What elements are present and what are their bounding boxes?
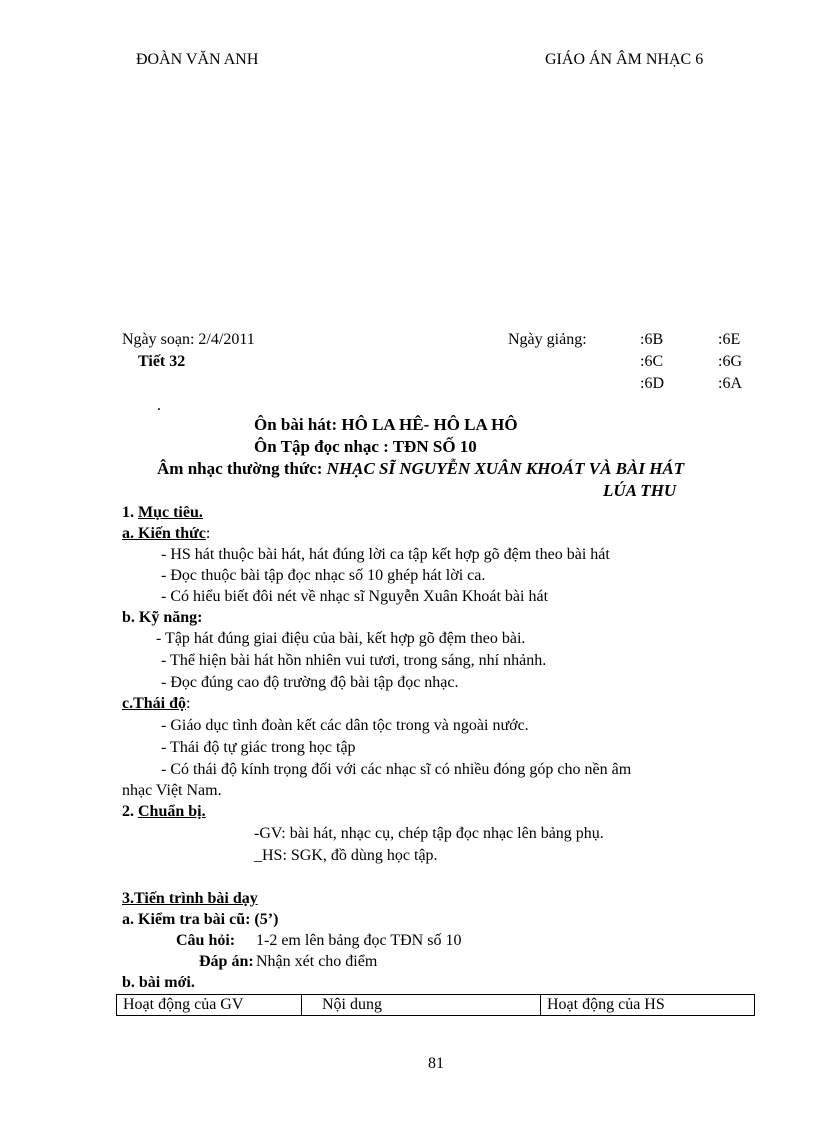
- attitude-item-3-wrap: nhạc Việt Nam.: [122, 782, 222, 799]
- reading-title: Ôn Tập đọc nhạc : TĐN SỐ 10: [254, 437, 477, 456]
- section-3-heading: 3.Tiến trình bài dạy: [122, 890, 258, 907]
- stray-dot: .: [157, 397, 161, 414]
- header-student-activity: Hoạt động của HS: [541, 995, 755, 1016]
- knowledge-item-1: - HS hát thuộc bài hát, hát đúng lời ca tập kết hợp gõ đệm theo bài hát: [161, 546, 610, 563]
- skills-heading: b. Kỹ năng:: [122, 609, 203, 626]
- music-topic-line2: LÚA THU: [603, 481, 677, 500]
- knowledge-heading: [122, 524, 210, 544]
- attitude-item-1: - Giáo dục tình đoàn kết các dân tộc trong và ngoài nước.: [161, 717, 529, 734]
- section-1-heading: [122, 503, 203, 523]
- section-2-number: 2.: [122, 803, 138, 820]
- section-2-heading: [122, 802, 206, 822]
- student-prep: _HS: SGK, đồ dùng học tập.: [254, 847, 438, 864]
- class-6c: :6C: [640, 353, 664, 370]
- period-number: Tiết 32: [138, 353, 186, 370]
- attitude-title: c.Thái độ: [122, 695, 187, 712]
- teacher-prep: -GV: bài hát, nhạc cụ, chép tập đọc nhạc lên bảng phụ.: [254, 825, 604, 842]
- prep-date: Ngày soạn: 2/4/2011: [122, 331, 255, 348]
- music-topic: NHẠC SĨ NGUYỄN XUÂN KHOÁT VÀ BÀI HÁT: [326, 459, 685, 478]
- class-6a: :6A: [718, 375, 742, 392]
- question-label: Câu hỏi:: [176, 932, 236, 949]
- knowledge-item-2: - Đọc thuộc bài tập đọc nhạc số 10 ghép hát lời ca.: [161, 567, 486, 584]
- song-prefix: Ôn bài hát:: [254, 415, 342, 434]
- review-heading: a. Kiểm tra bài cũ: (5’): [122, 911, 279, 928]
- section-1-title: Mục tiêu.: [138, 504, 203, 521]
- attitude-heading: [122, 694, 190, 714]
- header-content: Nội dung: [302, 995, 541, 1016]
- attitude-item-3: - Có thái độ kính trọng đối với các nhạc sĩ có nhiều đóng góp cho nền âm: [161, 761, 632, 778]
- class-6e: :6E: [718, 331, 741, 348]
- document-title: GIÁO ÁN ÂM NHẠC 6: [545, 51, 704, 68]
- answer-text: Nhận xét cho điểm: [256, 953, 378, 970]
- class-6g: :6G: [718, 353, 742, 370]
- answer-label: Đáp án:: [199, 953, 254, 970]
- author-name: ĐOÀN VĂN ANH: [136, 51, 259, 68]
- knowledge-colon: :: [205, 525, 211, 542]
- skills-item-2: - Thể hiện bài hát hồn nhiên vui tươi, trong sáng, nhí nhảnh.: [161, 652, 547, 669]
- attitude-item-2: - Thái độ tự giác trong học tập: [161, 739, 356, 756]
- new-lesson-heading: b. bài mới.: [122, 974, 195, 991]
- question-text: 1-2 em lên bảng đọc TĐN số 10: [256, 932, 462, 949]
- music-prefix: Âm nhạc thường thức:: [157, 459, 327, 478]
- song-name: HÔ LA HÊ- HÔ LA HÔ: [341, 415, 518, 434]
- song-title-line: [254, 415, 518, 435]
- knowledge-item-3: - Có hiểu biết đôi nét về nhạc sĩ Nguyễn Xuân Khoát bài hát: [161, 588, 549, 605]
- header-teacher-activity: Hoạt động của GV: [117, 995, 302, 1016]
- skills-item-3: - Đọc đúng cao độ trường độ bài tập đọc nhạc.: [161, 674, 459, 691]
- table-header-row: [117, 995, 755, 1016]
- knowledge-title: a. Kiến thức: [122, 525, 206, 542]
- music-title-line: [157, 459, 684, 479]
- page-number: 81: [428, 1055, 444, 1072]
- skills-item-1: - Tập hát đúng giai điệu của bài, kết hợp gõ đệm theo bài.: [156, 630, 526, 647]
- class-6b: :6B: [640, 331, 664, 348]
- section-1-number: 1.: [122, 504, 138, 521]
- section-2-title: Chuẩn bị.: [138, 803, 206, 820]
- attitude-colon: :: [186, 695, 191, 712]
- teach-date-label: Ngày giảng:: [508, 331, 587, 348]
- class-6d: :6D: [640, 375, 664, 392]
- activity-table: [116, 994, 755, 1016]
